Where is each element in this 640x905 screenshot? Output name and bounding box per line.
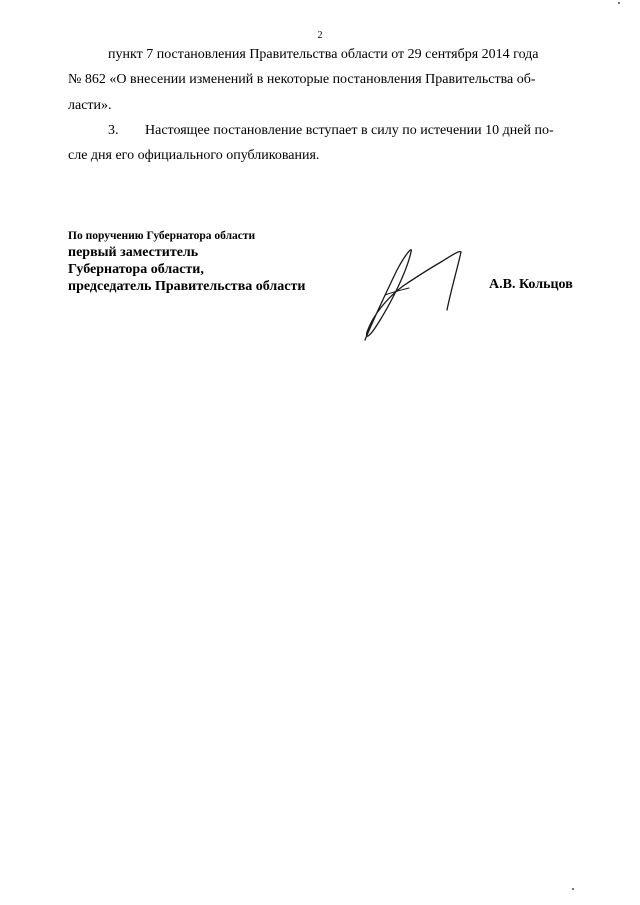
clause-3-line-2: сле дня его официального опубликования. <box>68 148 320 164</box>
scan-mark-top <box>618 2 620 4</box>
paragraph-continuation-line-2: № 862 «О внесении изменений в некоторые постановления Правительства об- <box>68 72 536 88</box>
signatory-block <box>68 229 305 295</box>
document-body <box>68 42 576 168</box>
paragraph-continuation-line-1: пункт 7 постановления Правительства области от 29 сентября 2014 года <box>108 47 539 62</box>
clause-3-number: 3. <box>108 122 119 138</box>
scan-mark-bottom <box>572 888 574 890</box>
signatory-title-line-2: Губернатора области, <box>68 262 204 277</box>
signatory-name: А.В. Кольцов <box>489 277 573 292</box>
by-order-of-governor: По поручению Губернатора области <box>68 230 256 242</box>
clause-3-line-1 <box>68 118 576 143</box>
paragraph-continuation-line-3: ласти». <box>68 97 112 113</box>
clause-3-text-line-1: Настоящее постановление вступает в силу по истечении 10 дней по- <box>145 122 554 138</box>
handwritten-signature <box>355 240 475 350</box>
page-number: 2 <box>317 30 323 41</box>
signatory-title-line-3: председатель Правительства области <box>68 279 306 294</box>
signatory-title-line-1: первый заместитель <box>68 245 199 260</box>
